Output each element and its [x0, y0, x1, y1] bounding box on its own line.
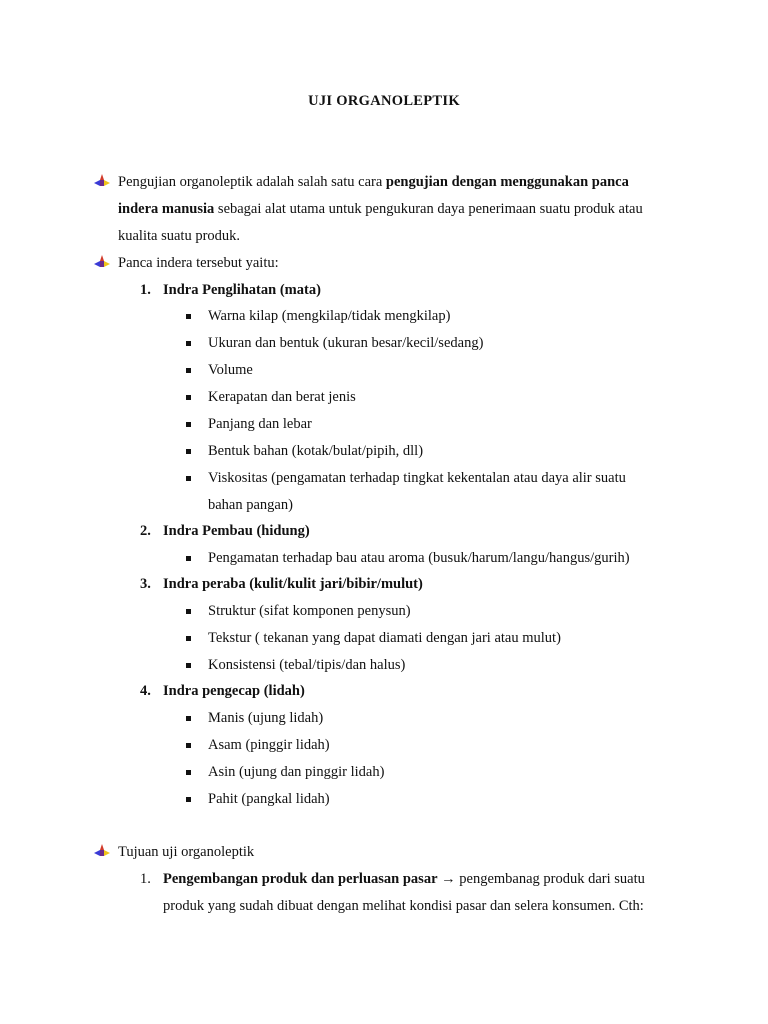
list-item: Struktur (sifat komponen penysun): [208, 603, 411, 619]
tujuan-line-1: Pengembangan produk dan perluasan pasar → pengembanag produk dari suatu: [163, 871, 645, 887]
square-bullet-icon: [186, 422, 191, 427]
section-number: 1.: [140, 282, 151, 298]
square-bullet-icon: [186, 636, 191, 641]
list-item: Volume: [208, 362, 253, 378]
square-bullet-icon: [186, 314, 191, 319]
list-item: Pengamatan terhadap bau atau aroma (busuk/harum/langu/hangus/gurih): [208, 550, 630, 566]
list-item: Manis (ujung lidah): [208, 710, 324, 726]
section-number: 2.: [140, 523, 151, 539]
square-bullet-icon: [186, 797, 191, 802]
arrow-bullet-icon: [94, 255, 110, 269]
list-item: Bentuk bahan (kotak/bulat/pipih, dll): [208, 443, 424, 459]
square-bullet-icon: [186, 449, 191, 454]
list-item: Ukuran dan bentuk (ukuran besar/kecil/sedang): [208, 335, 484, 351]
square-bullet-icon: [186, 770, 191, 775]
square-bullet-icon: [186, 395, 191, 400]
list-item: Konsistensi (tebal/tipis/dan halus): [208, 657, 406, 673]
list-item: Asam (pinggir lidah): [208, 737, 330, 753]
square-bullet-icon: [186, 341, 191, 346]
square-bullet-icon: [186, 743, 191, 748]
intro-line-3: kualita suatu produk.: [118, 228, 241, 244]
section-heading: Indra Pembau (hidung): [163, 523, 310, 539]
list-item: Viskositas (pengamatan terhadap tingkat kekentalan atau daya alir suatu: [208, 470, 626, 486]
list-item: Kerapatan dan berat jenis: [208, 389, 356, 405]
section-number: 4.: [140, 683, 151, 699]
intro-line-1: Pengujian organoleptik adalah salah satu cara pengujian dengan menggunakan panca: [118, 174, 629, 190]
tujuan-number: 1.: [140, 871, 151, 887]
intro-line-2: indera manusia sebagai alat utama untuk pengukuran daya penerimaan suatu produk atau: [118, 201, 643, 217]
square-bullet-icon: [186, 609, 191, 614]
tujuan-label: Tujuan uji organoleptik: [118, 844, 255, 860]
list-item: Asin (ujung dan pinggir lidah): [208, 764, 385, 780]
square-bullet-icon: [186, 663, 191, 668]
arrow-bullet-icon: [94, 844, 110, 858]
section-heading: Indra peraba (kulit/kulit jari/bibir/mulut): [163, 576, 423, 592]
square-bullet-icon: [186, 476, 191, 481]
square-bullet-icon: [186, 716, 191, 721]
list-item: Panjang dan lebar: [208, 416, 312, 432]
square-bullet-icon: [186, 556, 191, 561]
tujuan-line-2: produk yang sudah dibuat dengan melihat kondisi pasar dan selera konsumen. Cth:: [163, 898, 644, 914]
section-heading: Indra Penglihatan (mata): [163, 282, 321, 298]
panca-label: Panca indera tersebut yaitu:: [118, 255, 279, 271]
page-title: UJI ORGANOLEPTIK: [308, 93, 460, 109]
section-number: 3.: [140, 576, 151, 592]
list-item: Tekstur ( tekanan yang dapat diamati dengan jari atau mulut): [208, 630, 561, 646]
list-item-continuation: bahan pangan): [208, 497, 293, 513]
list-item: Warna kilap (mengkilap/tidak mengkilap): [208, 308, 451, 324]
section-heading: Indra pengecap (lidah): [163, 683, 305, 699]
list-item: Pahit (pangkal lidah): [208, 791, 330, 807]
arrow-bullet-icon: [94, 174, 110, 188]
square-bullet-icon: [186, 368, 191, 373]
